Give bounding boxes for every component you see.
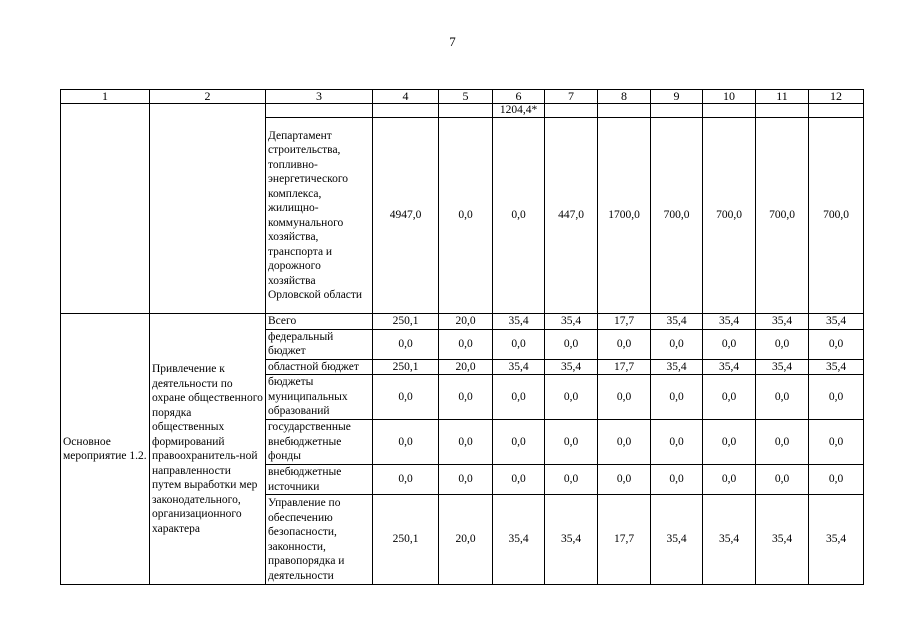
table-cell [545,104,598,118]
funding-source-label: Управление по обеспечению безопасности, законности, правопорядка и деятельности [266,495,373,585]
value-cell: 35,4 [756,314,809,330]
funding-source-label: областной бюджет [266,359,373,375]
value-cell: 35,4 [703,495,756,585]
value-cell: 35,4 [809,314,864,330]
value-cell: 35,4 [756,359,809,375]
table-cell [598,104,651,118]
funding-source-label: бюджеты муниципальных образований [266,375,373,420]
table-cell [651,104,703,118]
value-cell: 0,0 [598,375,651,420]
value-cell: 700,0 [651,118,703,314]
value-cell: 0,0 [373,465,439,495]
value-cell: 35,4 [545,495,598,585]
value-cell: 0,0 [373,375,439,420]
value-cell: 0,0 [545,329,598,359]
value-cell: 35,4 [756,495,809,585]
value-cell: 0,0 [756,465,809,495]
table-cell [61,104,150,314]
value-cell: 0,0 [373,329,439,359]
value-cell: 0,0 [809,465,864,495]
value-cell: 35,4 [545,314,598,330]
funding-source-label: государственные внебюджетные фонды [266,420,373,465]
value-cell: 0,0 [651,465,703,495]
column-header: 11 [756,90,809,104]
value-cell: 0,0 [756,375,809,420]
value-cell: 0,0 [703,420,756,465]
value-cell: 250,1 [373,359,439,375]
value-cell: 35,4 [651,359,703,375]
value-cell: 0,0 [545,465,598,495]
value-cell: 0,0 [493,420,545,465]
measure-row [61,314,864,330]
value-cell: 700,0 [703,118,756,314]
table-cell [703,104,756,118]
value-cell: 17,7 [598,314,651,330]
table-cell [809,104,864,118]
value-cell: 35,4 [809,495,864,585]
value-cell: 0,0 [703,329,756,359]
value-cell: 250,1 [373,314,439,330]
value-cell: 35,4 [703,359,756,375]
value-cell: 0,0 [598,420,651,465]
value-cell: 35,4 [651,314,703,330]
value-cell: 0,0 [545,420,598,465]
column-header: 12 [809,90,864,104]
value-cell: 0,0 [809,375,864,420]
column-header: 5 [439,90,493,104]
column-header: 7 [545,90,598,104]
value-cell: 447,0 [545,118,598,314]
value-cell: 0,0 [439,375,493,420]
value-cell: 0,0 [756,420,809,465]
column-header: 4 [373,90,439,104]
value-cell: 0,0 [493,118,545,314]
department-label: Департамент строительства, топливно-энергетического комплекса, жилищно-коммунального хозяйства, транспорта и дорожного хозяйства Орловской области [266,118,373,314]
funding-source-label: внебюджетные источники [266,465,373,495]
value-cell: 0,0 [439,420,493,465]
value-cell: 0,0 [493,465,545,495]
table-cell [150,104,266,314]
value-cell: 700,0 [756,118,809,314]
column-header: 9 [651,90,703,104]
table-cell [439,104,493,118]
value-cell: 0,0 [703,465,756,495]
value-cell: 4947,0 [373,118,439,314]
column-header: 3 [266,90,373,104]
value-cell: 0,0 [703,375,756,420]
table-cell [756,104,809,118]
column-header: 8 [598,90,651,104]
column-header: 10 [703,90,756,104]
value-cell: 0,0 [439,465,493,495]
value-cell: 35,4 [493,495,545,585]
value-cell: 20,0 [439,359,493,375]
value-cell: 35,4 [493,359,545,375]
value-cell: 35,4 [493,314,545,330]
value-cell: 0,0 [809,329,864,359]
value-cell: 35,4 [703,314,756,330]
measure-description: Привлечение к деятельности по охране общественного порядка общественных формирований правоохранитель-ной направленности путем выработки мер законодательного, организационного характера [150,314,266,585]
measure-code: Основное мероприятие 1.2. [61,314,150,585]
column-header: 6 [493,90,545,104]
value-cell: 0,0 [598,329,651,359]
note-value: 1204,4* [493,104,545,118]
value-cell: 35,4 [651,495,703,585]
column-header: 2 [150,90,266,104]
funding-source-label: федеральный бюджет [266,329,373,359]
value-cell: 35,4 [809,359,864,375]
value-cell: 1700,0 [598,118,651,314]
value-cell: 17,7 [598,359,651,375]
value-cell: 0,0 [651,420,703,465]
value-cell: 0,0 [493,375,545,420]
value-cell: 700,0 [809,118,864,314]
value-cell: 0,0 [651,375,703,420]
funding-source-label: Всего [266,314,373,330]
value-cell: 0,0 [598,465,651,495]
value-cell: 0,0 [651,329,703,359]
budget-table [60,89,864,585]
value-cell: 20,0 [439,495,493,585]
table-cell [373,104,439,118]
value-cell: 0,0 [545,375,598,420]
value-cell: 0,0 [493,329,545,359]
value-cell: 35,4 [545,359,598,375]
column-number-row [61,90,864,104]
value-cell: 0,0 [373,420,439,465]
value-cell: 0,0 [439,329,493,359]
value-cell: 0,0 [756,329,809,359]
table-cell [266,104,373,118]
value-cell: 0,0 [439,118,493,314]
column-header: 1 [61,90,150,104]
value-cell: 17,7 [598,495,651,585]
value-cell: 20,0 [439,314,493,330]
page-number: 7 [449,34,456,49]
note-row [61,104,864,118]
value-cell: 250,1 [373,495,439,585]
value-cell: 0,0 [809,420,864,465]
